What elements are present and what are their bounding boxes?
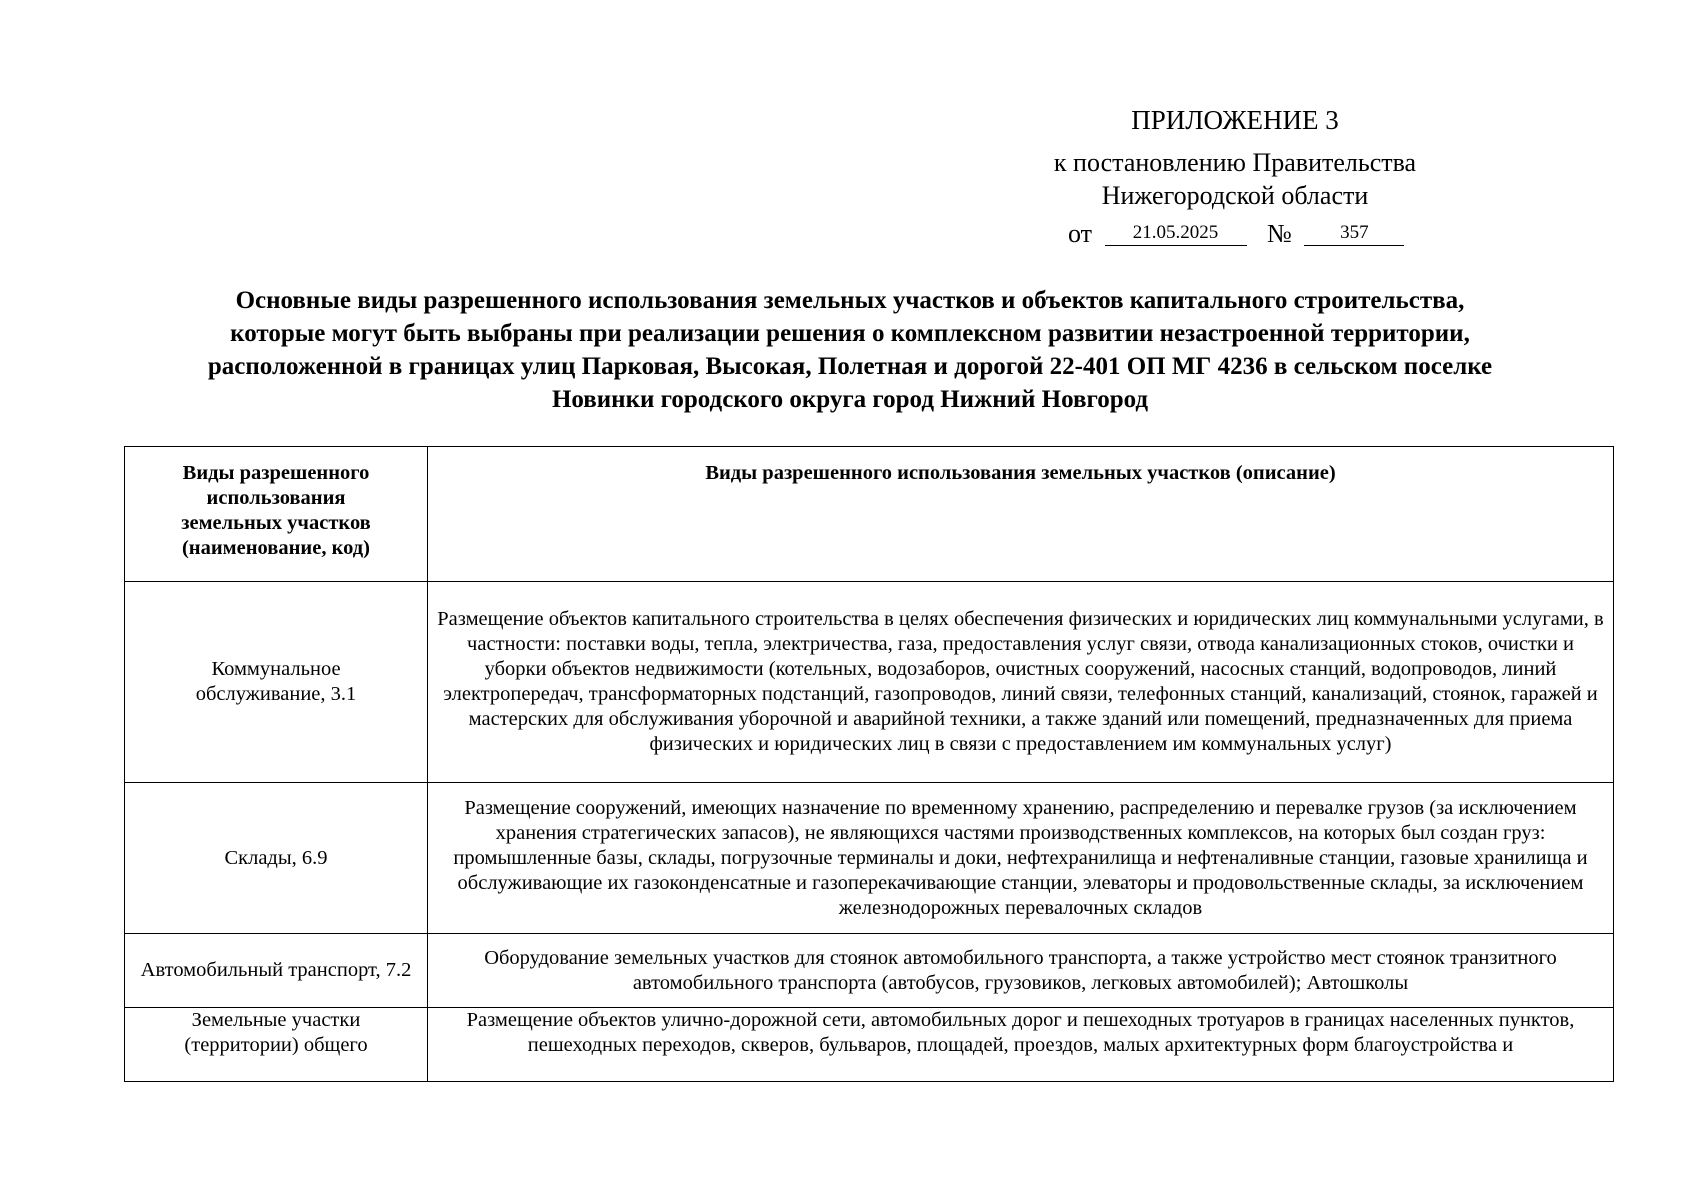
- document-title: [110, 284, 1590, 416]
- number-prefix: №: [1267, 219, 1292, 248]
- appendix-line-2: Нижегородской области: [1101, 181, 1369, 210]
- date-number-line: [1068, 216, 1470, 252]
- title-line-1: Основные виды разрешенного использования земельных участков и объектов капитального строительства,: [235, 287, 1465, 314]
- cell-use-description: Размещение объектов улично-дорожной сети, автомобильных дорог и пешеходных тротуаров в границах населенных пунктов, пешеходных переходов, скверов, бульваров, площадей, проездов, малых архитектурных форм благоустройства и: [466, 1009, 1575, 1056]
- appendix-block: [1000, 100, 1470, 252]
- cell-use-name: Коммунальное обслуживание, 3.1: [125, 582, 428, 783]
- table-row: [125, 783, 1614, 934]
- date-prefix: от: [1068, 219, 1093, 248]
- title-line-4: Новинки городского округа город Нижний Новгород: [551, 386, 1149, 413]
- decree-date: 21.05.2025: [1105, 221, 1247, 246]
- table-header-row: [125, 447, 1614, 582]
- header-description: Виды разрешенного использования земельных участков (описание): [428, 447, 1614, 582]
- title-line-3: расположенной в границах улиц Парковая, Высокая, Полетная и дорогой 22-401 ОП МГ 4236 в сельском поселке: [207, 353, 1493, 380]
- land-use-table: [124, 446, 1614, 1082]
- appendix-title: ПРИЛОЖЕНИЕ 3: [1131, 105, 1339, 135]
- cell-use-name: Земельные участки (территории) общего: [184, 1009, 368, 1056]
- cell-use-name-wrap: [125, 1008, 428, 1082]
- cell-use-name: Склады, 6.9: [125, 783, 428, 934]
- cell-use-description-wrap: [428, 1008, 1614, 1082]
- title-line-2: которые могут быть выбраны при реализации решения о комплексном развитии незастроенной территории,: [230, 320, 1470, 347]
- table-row: [125, 934, 1614, 1008]
- cell-use-description: Оборудование земельных участков для стоянок автомобильного транспорта, а также устройство мест стоянок транзитного автомобильного транспорта (автобусов, грузовиков, легковых автомобилей); Автошколы: [428, 934, 1614, 1008]
- table-row: [125, 582, 1614, 783]
- cell-use-description: Размещение объектов капитального строительства в целях обеспечения физических и юридических лиц коммунальными услугами, в частности: поставки воды, тепла, электричества, газа, предоставления услуг связи, отвода канализационных стоков, очистки и уборки объектов недвижимости (котельных, водозаборов, очистных сооружений, насосных станций, водопроводов, линий электропередач, трансформаторных подстанций, газопроводов, линий связи, телефонных станций, канализаций, стоянок, гаражей и мастерских для обслуживания уборочной и аварийной техники, а также зданий или помещений, предназначенных для приема физических и юридических лиц в связи с предоставлением им коммунальных услуг): [428, 582, 1614, 783]
- decree-number: 357: [1304, 221, 1404, 246]
- cell-use-description: Размещение сооружений, имеющих назначение по временному хранению, распределению и перевалке грузов (за исключением хранения стратегических запасов), не являющихся частями производственных комплексов, на которых был создан груз: промышленные базы, склады, погрузочные терминалы и доки, нефтехранилища и нефтеналивные станции, газовые хранилища и обслуживающие их газоконденсатные и газоперекачивающие станции, элеваторы и продовольственные склады, за исключением железнодорожных перевалочных складов: [428, 783, 1614, 934]
- appendix-line-1: к постановлению Правительства: [1053, 148, 1417, 177]
- table-row: [125, 1008, 1614, 1082]
- cell-use-name: Автомобильный транспорт, 7.2: [125, 934, 428, 1008]
- header-name-code: Виды разрешенного использования земельных участков (наименование, код): [125, 447, 428, 582]
